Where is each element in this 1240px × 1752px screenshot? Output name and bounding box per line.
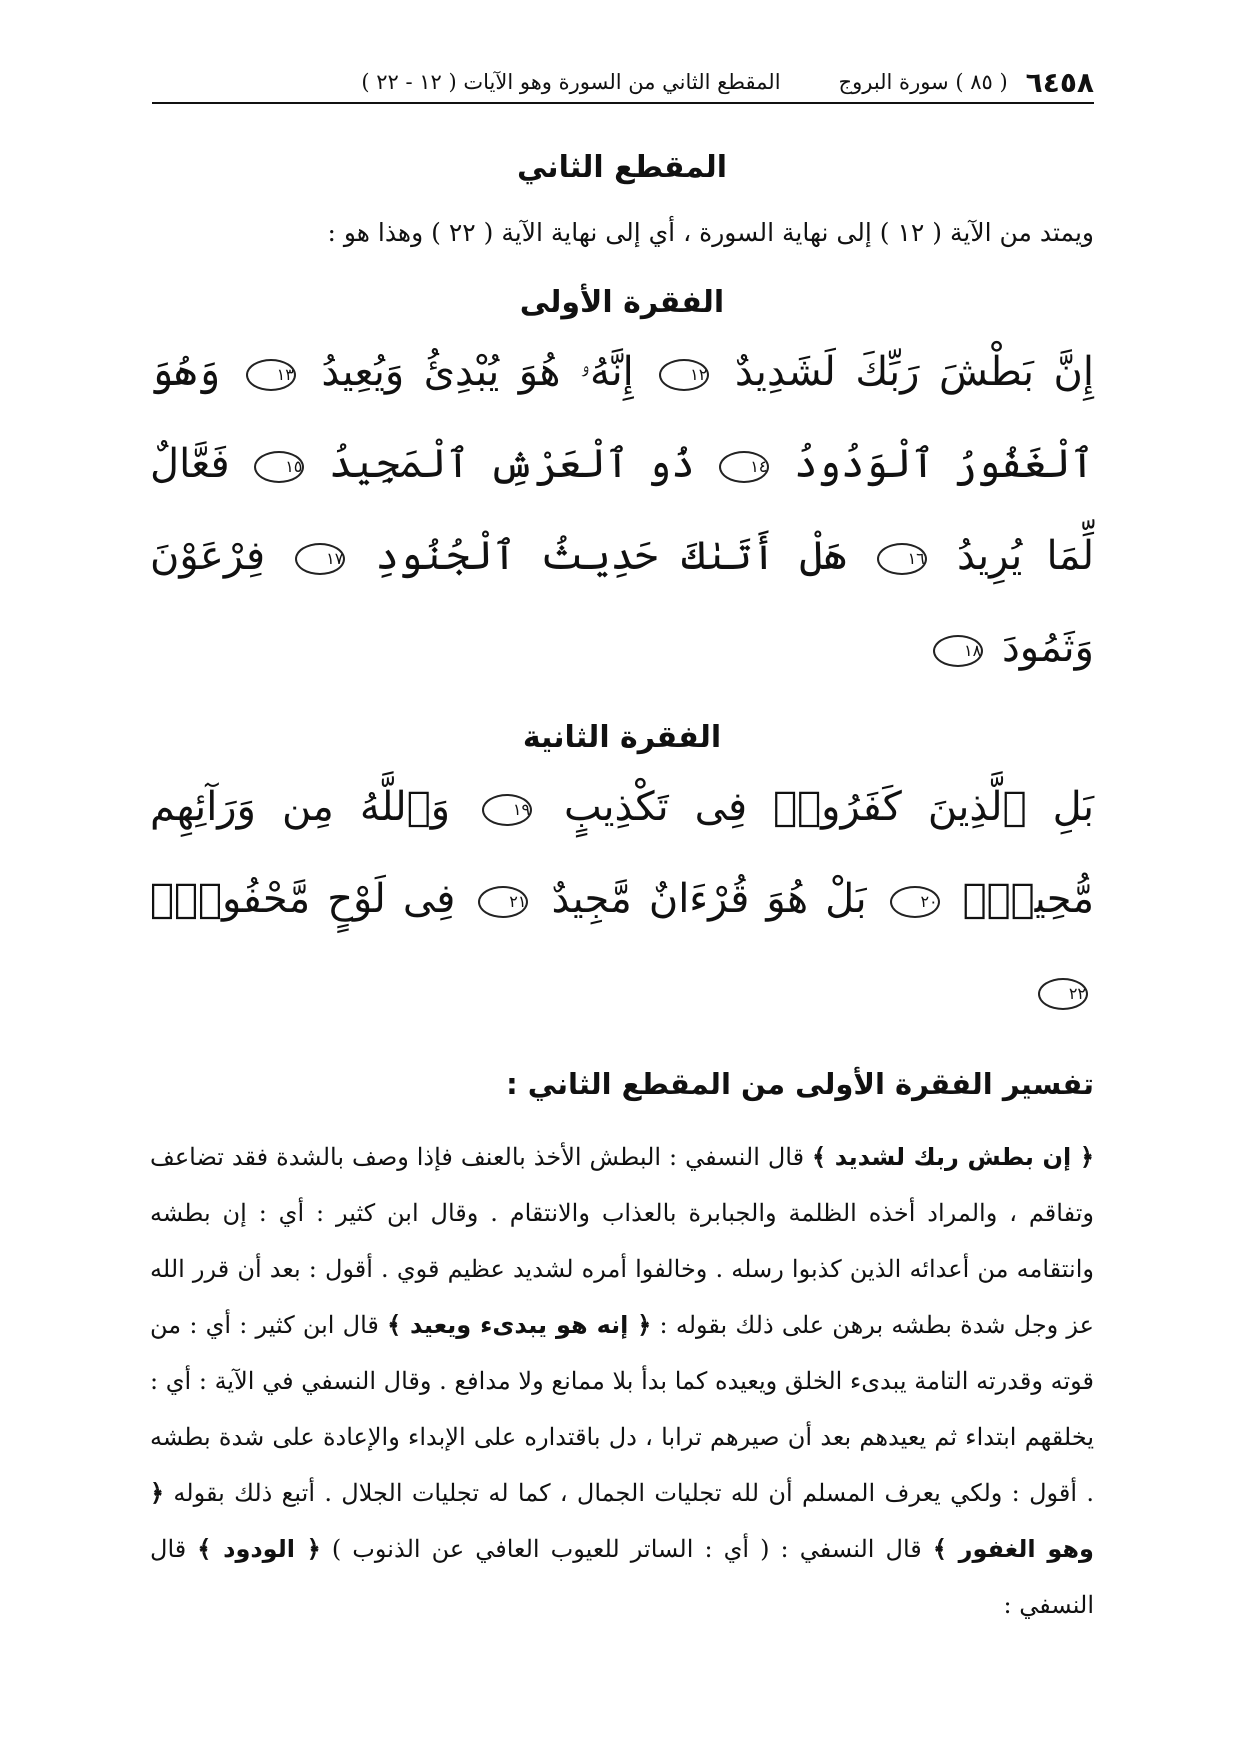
verse-text: إِنَّ بَطْشَ رَبِّكَ لَشَدِيدٌ [734,349,1094,395]
part2-verses [150,761,1094,1037]
verse-number-marker: ١٦ [877,543,927,575]
verse-number-marker: ٢٠ [890,886,940,918]
verse-text: ذُو ٱلْعَرْشِ ٱلْمَجِيدُ [329,441,695,487]
verse-text: وَهُوَ ٱلْغَفُورُ ٱلْوَدُودُ [150,349,1095,487]
section-title: المقطع الثاني [516,150,728,185]
intro-paragraph: ويمتد من الآية ( ١٢ ) إلى نهاية السورة ، أي إلى نهاية الآية ( ٢٢ ) وهذا هو : [327,218,1094,247]
verse-text: بَلِ ٱلَّذِينَ كَفَرُوا۟ فِى تَكْذِيبٍ [564,784,1095,830]
page-number: ٦٤٥٨ [1025,65,1094,99]
tafsir-heading: تفسير الفقرة الأولى من المقطع الثاني : [506,1067,1094,1101]
section-label: المقطع الثاني من السورة وهو الآيات ( ١٢ - ٢٢ ) [361,70,781,94]
part2-title: الفقرة الثانية [522,720,722,755]
quoted-verse: ﴿ الودود ﴾ [197,1535,321,1563]
commentary-text: قال النسفي : [150,1535,1094,1619]
verse-number-marker: ٢٢ [1038,978,1088,1010]
verse-text: هَلْ أَتَىٰكَ حَدِيثُ ٱلْجُنُودِ [375,533,847,579]
verse-text: بَلْ هُوَ قُرْءَانٌ مَّجِيدٌ [551,876,867,922]
verse-number-marker: ٢١ [478,886,528,918]
tafsir-paragraph [150,1129,1094,1633]
commentary-text: قال النسفي : ( أي : الساتر للعيوب العافي عن الذنوب ) [320,1535,933,1563]
verse-text: فَعَّالٌ لِّمَا يُرِيدُ [150,441,1094,579]
surah-label: ( ٨٥ ) سورة البروج [838,70,1008,94]
verse-text: فِرْعَوْنَ وَثَمُودَ [150,533,1094,671]
verse-text: إِنَّهُۥ هُوَ يُبْدِئُ وَيُعِيدُ [321,349,634,395]
quoted-verse: ﴿ إنه هو يبدىء ويعيد ﴾ [387,1311,652,1339]
verse-number-marker: ١٨ [933,635,983,667]
part1-verses [150,326,1094,694]
commentary-text: قال النسفي : البطش الأخذ بالعنف فإذا وصف بالشدة فقد تضاعف وتفاقم ، والمراد أخذه الظلمة والجبابرة بالعذاب والانتقام . وقال ابن كثير : أي : إن بطشه وانتقامه من أعدائه الذين كذبوا رسله . وخالفوا أمره لشديد عظيم قوي . أقول : بعد أن قرر الله عز وجل شدة بطشه برهن على ذلك بقوله : [150,1143,1094,1339]
quoted-verse: ﴿ وهو الغفور ﴾ [150,1479,1094,1563]
running-header [152,62,1094,104]
part1-title: الفقرة الأولى [519,285,725,320]
verse-number-marker: ١٩ [482,794,532,826]
verse-number-marker: ١٣ [246,359,296,391]
verse-text: فِى لَوْحٍ مَّحْفُوظٍۭ [150,876,456,922]
verse-number-marker: ١٤ [719,451,769,483]
page-content [150,150,1094,1633]
verse-number-marker: ١٢ [659,359,709,391]
verse-number-marker: ١٥ [254,451,304,483]
verse-text: وَٱللَّهُ مِن وَرَآئِهِم مُّحِيطٌۢ [150,784,1094,922]
verse-number-marker: ١٧ [295,543,345,575]
commentary-text: قال ابن كثير : أي : من قوته وقدرته التامة يبدىء الخلق ويعيده كما بدأ بلا ممانع ولا مدافع . وقال النسفي في الآية : أي : يخلقهم ابتداء ثم يعيدهم بعد أن صيرهم ترابا ، دل باقتداره على الإبداء والإعادة على شدة بطشه . أقول : ولكي يعرف المسلم أن لله تجليات الجمال ، كما له تجليات الجلال . أتبع ذلك بقوله [150,1311,1094,1507]
quoted-verse: ﴿ إن بطش ربك لشديد ﴾ [812,1143,1095,1171]
